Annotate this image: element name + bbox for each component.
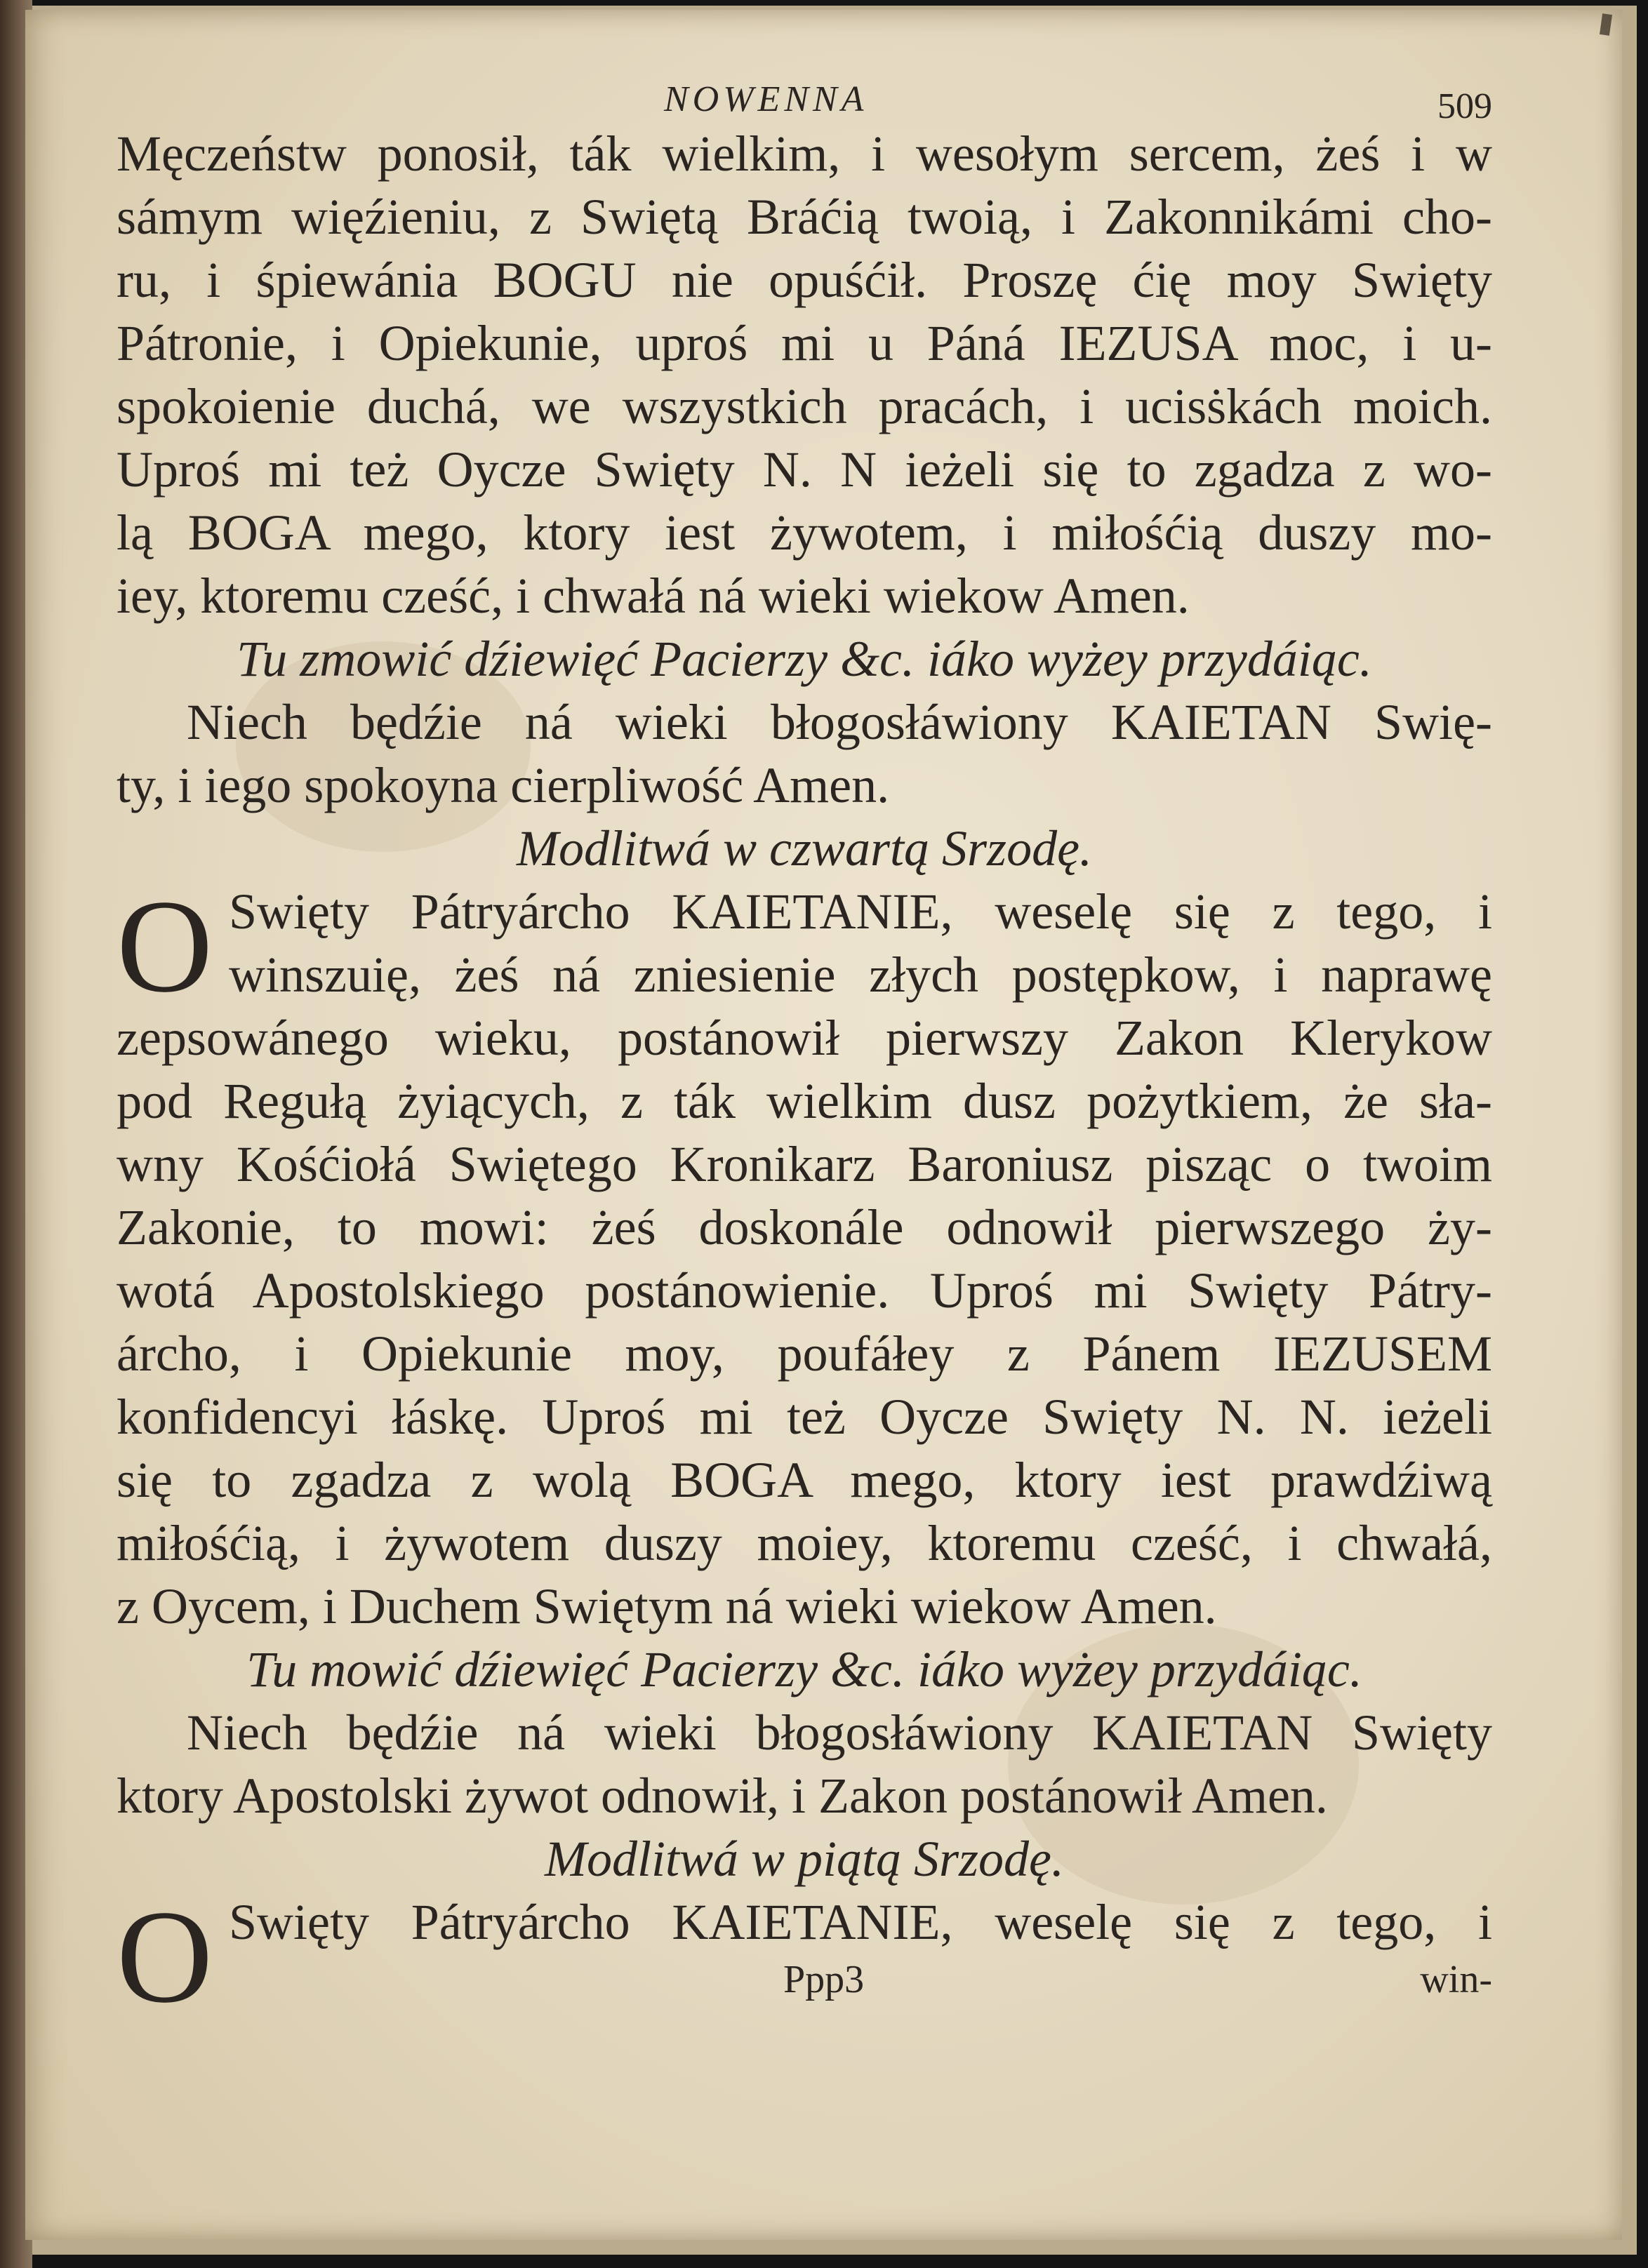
text-line: z Oycem, i Duchem Swiętym ná wieki wiekow Amen. xyxy=(117,1578,1217,1634)
page-footer xyxy=(117,1957,1492,2013)
text-line: pod Regułą żyiących, z ták wielkim dusz pożytkiem, że sła- xyxy=(117,1073,1492,1129)
text-line: się to zgadza z wolą BOGA mego, ktory iest prawdźiwą xyxy=(117,1452,1492,1508)
page-number: 509 xyxy=(1437,86,1492,126)
text-line: Uproś mi też Oycze Swięty N. N ieżeli się to zgadza z wo- xyxy=(117,441,1492,498)
section-heading: Modlitwá w czwartą Srzodę. xyxy=(516,820,1093,876)
rubric: Tu zmowić dźiewięć Pacierzy &c. iáko wyżey przydáiąc. xyxy=(237,631,1372,687)
book-page xyxy=(25,10,1622,2240)
text-line: lą BOGA mego, ktory iest żywotem, i miłośćią duszy mo- xyxy=(117,505,1492,561)
text-line: Męczeństw ponosił, ták wielkim, i wesołym sercem, żeś i w xyxy=(117,126,1492,182)
catchword: win- xyxy=(1420,1958,1492,2001)
signature-mark: Ppp3 xyxy=(783,1958,865,2001)
text-line: Pátronie, i Opiekunie, uproś mi u Páná IEZUSA moc, i u- xyxy=(117,315,1492,371)
rubric: Tu mowić dźiewięć Pacierzy &c. iáko wyżey przydáiąc. xyxy=(246,1641,1362,1697)
text-line: konfidencyi łáskę. Uproś mi też Oycze Swięty N. N. ieżeli xyxy=(117,1389,1492,1445)
drop-cap: O xyxy=(117,1883,213,2031)
text-line: miłośćią, i żywotem duszy moiey, ktoremu cześć, i chwałá, xyxy=(117,1515,1492,1571)
text-line: zepsowánego wieku, postánowił pierwszy Zakon Klerykow xyxy=(117,1010,1492,1066)
text-line: Niech będźie ná wieki błogosłáwiony KAIETAN Swięty xyxy=(187,1705,1492,1761)
text-line: ty, i iego spokoyna cierpliwość Amen. xyxy=(117,757,890,813)
text-line: árcho, i Opiekunie moy, poufáłey z Pánem IEZUSEM xyxy=(117,1326,1492,1382)
text-line: ktory Apostolski żywot odnowił, i Zakon postánowił Amen. xyxy=(117,1768,1328,1824)
text-line: Swięty Pátryárcho KAIETANIE, weselę się z tego, i xyxy=(229,1894,1492,1950)
text-line: Zakonie, to mowi: żeś doskonále odnowił pierwszego ży- xyxy=(117,1199,1492,1255)
text-line: Niech będźie ná wieki błogosłáwiony KAIETAN Swię- xyxy=(187,694,1492,750)
text-line: wotá Apostolskiego postánowienie. Uproś mi Swięty Pátry- xyxy=(117,1262,1492,1319)
text-line: wny Kośćiołá Swiętego Kronikarz Baroniusz pisząc o twoim xyxy=(117,1136,1492,1192)
text-line: winszuię, żeś ná zniesienie złych postępkow, i naprawę xyxy=(229,947,1492,1003)
text-line: sámym więźieniu, z Swiętą Bráćią twoią, i Zakonnikámi cho- xyxy=(117,189,1492,245)
drop-cap: O xyxy=(117,873,213,1020)
text-line: spokoienie duchá, we wszystkich pracách, i ucisṡkách moich. xyxy=(117,378,1492,434)
text-line: Swięty Pátryárcho KAIETANIE, weselę się z tego, i xyxy=(229,883,1492,940)
text-line: iey, ktoremu cześć, i chwałá ná wieki wiekow Amen. xyxy=(117,568,1190,624)
section-heading: Modlitwá w piątą Srzodę. xyxy=(544,1831,1065,1887)
running-title: NOWENNA xyxy=(664,79,868,119)
text-line: ru, i śpiewánia BOGU nie opuśćił. Proszę ćię moy Swięty xyxy=(117,252,1492,308)
